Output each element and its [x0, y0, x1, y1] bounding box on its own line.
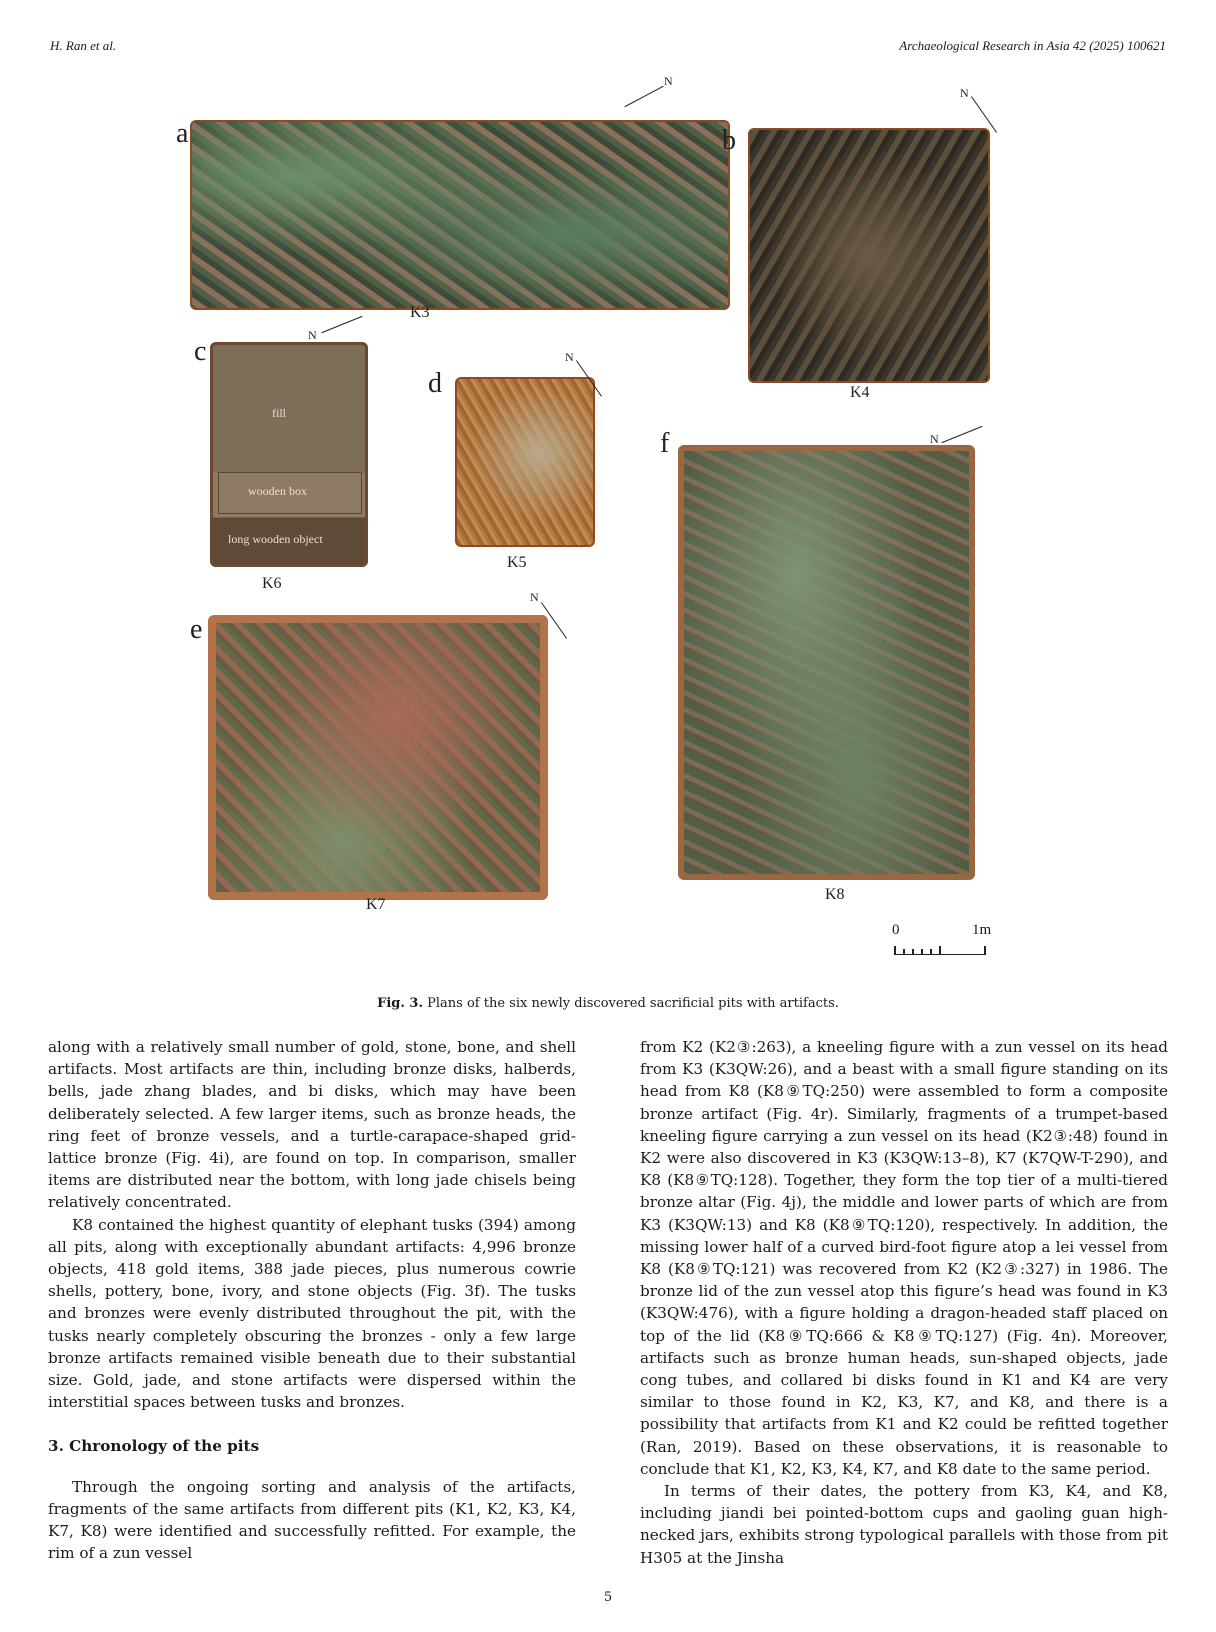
pit-k8-photo — [678, 445, 975, 880]
north-arrow-line — [624, 86, 663, 108]
paragraph: Through the ongoing sorting and analysis of the artifacts, fragments of the same artifacts from different pits (K1, K2, K3, K4, K7, K8) were identified and successfully refitted. For example, the rim of a zun vessel — [48, 1477, 576, 1563]
scale-bar-line — [894, 948, 986, 955]
paragraph: K8 contained the highest quantity of elephant tusks (394) among all pits, along with exceptionally abundant artifacts: 4,996 bronze objects, 418 gold items, 388 jade pieces, plus numerous cowrie shells, pottery, bone, ivory, and stone objects (Fig. 3f). The tusks and bronzes were evenly distributed throughout the pit, with the tusks nearly completely obscuring the bronzes - only a few large bronze artifacts remained visible beneath due to their substantial size. Gold, jade, and stone artifacts were dispersed within the interstitial spaces between tusks and bronzes. — [48, 1215, 576, 1412]
scale-tick — [921, 949, 923, 954]
north-arrow-c — [308, 310, 358, 350]
panel-letter-f: f — [660, 428, 670, 459]
panel-letter-e: e — [190, 614, 203, 645]
caption-label: Fig. 3. — [377, 996, 423, 1011]
north-arrow-f — [930, 420, 980, 460]
section-heading: 3. Chronology of the pits — [48, 1437, 260, 1456]
paragraph: from K2 (K2③:263), a kneeling figure with a zun vessel on its head from K3 (K3QW:26), and a beast with a small figure standing on its head from K8 (K8⑨TQ:250) were assembled to form a composite bronze artifact (Fig. 4r). Similarly, fragments of a trumpet-based kneeling figure carrying a zun vessel on its head (K2③:48) found in K2 were also discovered in K3 (K3QW:13–8), K7 (K7QW-T-290), and K8 (K8⑨TQ:128). Together, they form the top tier of a multi-tiered bronze altar (Fig. 4j), the middle and lower parts of which are from K3 (K3QW:13) and K8 (K8⑨TQ:120), respectively. In addition, the missing lower half of a curved bird-foot figure atop a lei vessel from K8 (K8⑨TQ:121) was recovered from K2 (K2③:327) in 1986. The bronze lid of the zun vessel atop this figure’s head was found in K3 (K3QW:476), with a figure holding a dragon-headed staff placed on top of the lid (K8⑨TQ:666 & K8⑨TQ:127) (Fig. 4n). Moreover, artifacts such as bronze human heads, sun-shaped objects, jade cong tubes, and collared bi disks found in K1 and K4 are very similar to those found in K2, K3, K7, and K8, and there is a possibility that artifacts from K1 and K2 could be refitted together (Ran, 2019). Based on these observations, it is reasonable to conclude that K1, K2, K3, K4, K7, and K8 date to the same period. — [640, 1038, 1168, 1478]
panel-letter-b: b — [722, 125, 736, 156]
running-header — [50, 38, 1166, 58]
scale-tick — [930, 949, 932, 954]
north-arrow-a — [622, 74, 672, 114]
panel-letter-c: c — [194, 336, 207, 367]
scale-tick — [939, 946, 941, 954]
pit-k4-photo — [748, 128, 990, 383]
figure-caption — [0, 996, 1216, 1011]
scale-bar — [892, 922, 992, 962]
scale-tick — [984, 946, 986, 954]
figure-3 — [170, 70, 1050, 990]
pit-k5-photo — [455, 377, 595, 547]
caption-text: Plans of the six newly discovered sacrificial pits with artifacts. — [427, 996, 839, 1011]
k6-label-wooden-box: wooden box — [248, 484, 307, 498]
page-number: 5 — [603, 1590, 613, 1605]
scale-tick — [894, 946, 896, 954]
north-label: N — [960, 86, 969, 100]
pit-label-k5: K5 — [507, 554, 527, 571]
pit-k6-photo — [210, 342, 368, 567]
north-label: N — [930, 432, 939, 446]
left-column — [48, 1036, 576, 1564]
scale-tick — [903, 949, 905, 954]
north-arrow-d — [565, 350, 615, 390]
scale-end-label: 1m — [972, 922, 992, 938]
pit-k7-photo — [208, 615, 548, 900]
north-arrow-line — [941, 426, 982, 443]
pit-label-k6: K6 — [262, 575, 282, 592]
paragraph: along with a relatively small number of gold, stone, bone, and shell artifacts. Most artifacts are thin, including bronze disks, halberds, bells, jade zhang blades, and bi disks, which may have been deliberately selected. A few larger items, such as bronze heads, the ring feet of bronze vessels, and a turtle-carapace-shaped grid-lattice bronze (Fig. 4i), are found on top. In comparison, smaller items are distributed near the bottom, with long jade chisels being relatively concentrated. — [48, 1038, 576, 1212]
paragraph: In terms of their dates, the pottery from K3, K4, and K8, including jiandi bei pointed-bottom cups and gaoling guan high-necked jars, exhibits strong typological parallels with those from pit H305 at the Jinsha — [640, 1482, 1168, 1567]
scale-tick — [912, 949, 914, 954]
north-arrow-b — [960, 86, 1010, 126]
north-label: N — [664, 74, 673, 88]
north-label: N — [565, 350, 574, 364]
scale-start-label: 0 — [892, 922, 900, 938]
k6-label-long-wooden-object: long wooden object — [228, 532, 323, 546]
pit-label-k7: K7 — [366, 896, 386, 913]
pit-label-k8: K8 — [825, 886, 845, 903]
right-column — [640, 1036, 1168, 1569]
header-journal: Archaeological Research in Asia 42 (2025) 100621 — [899, 38, 1166, 53]
north-arrow-e — [530, 590, 580, 630]
panel-letter-d: d — [428, 368, 442, 399]
header-authors: H. Ran et al. — [50, 38, 117, 53]
pit-label-k4: K4 — [850, 384, 870, 401]
panel-letter-a: a — [176, 118, 189, 149]
north-label: N — [308, 328, 317, 342]
pit-label-k3: K3 — [410, 304, 430, 321]
north-arrow-line — [321, 316, 362, 333]
pit-k3-photo — [190, 120, 730, 310]
k6-label-fill: fill — [272, 406, 286, 420]
north-label: N — [530, 590, 539, 604]
